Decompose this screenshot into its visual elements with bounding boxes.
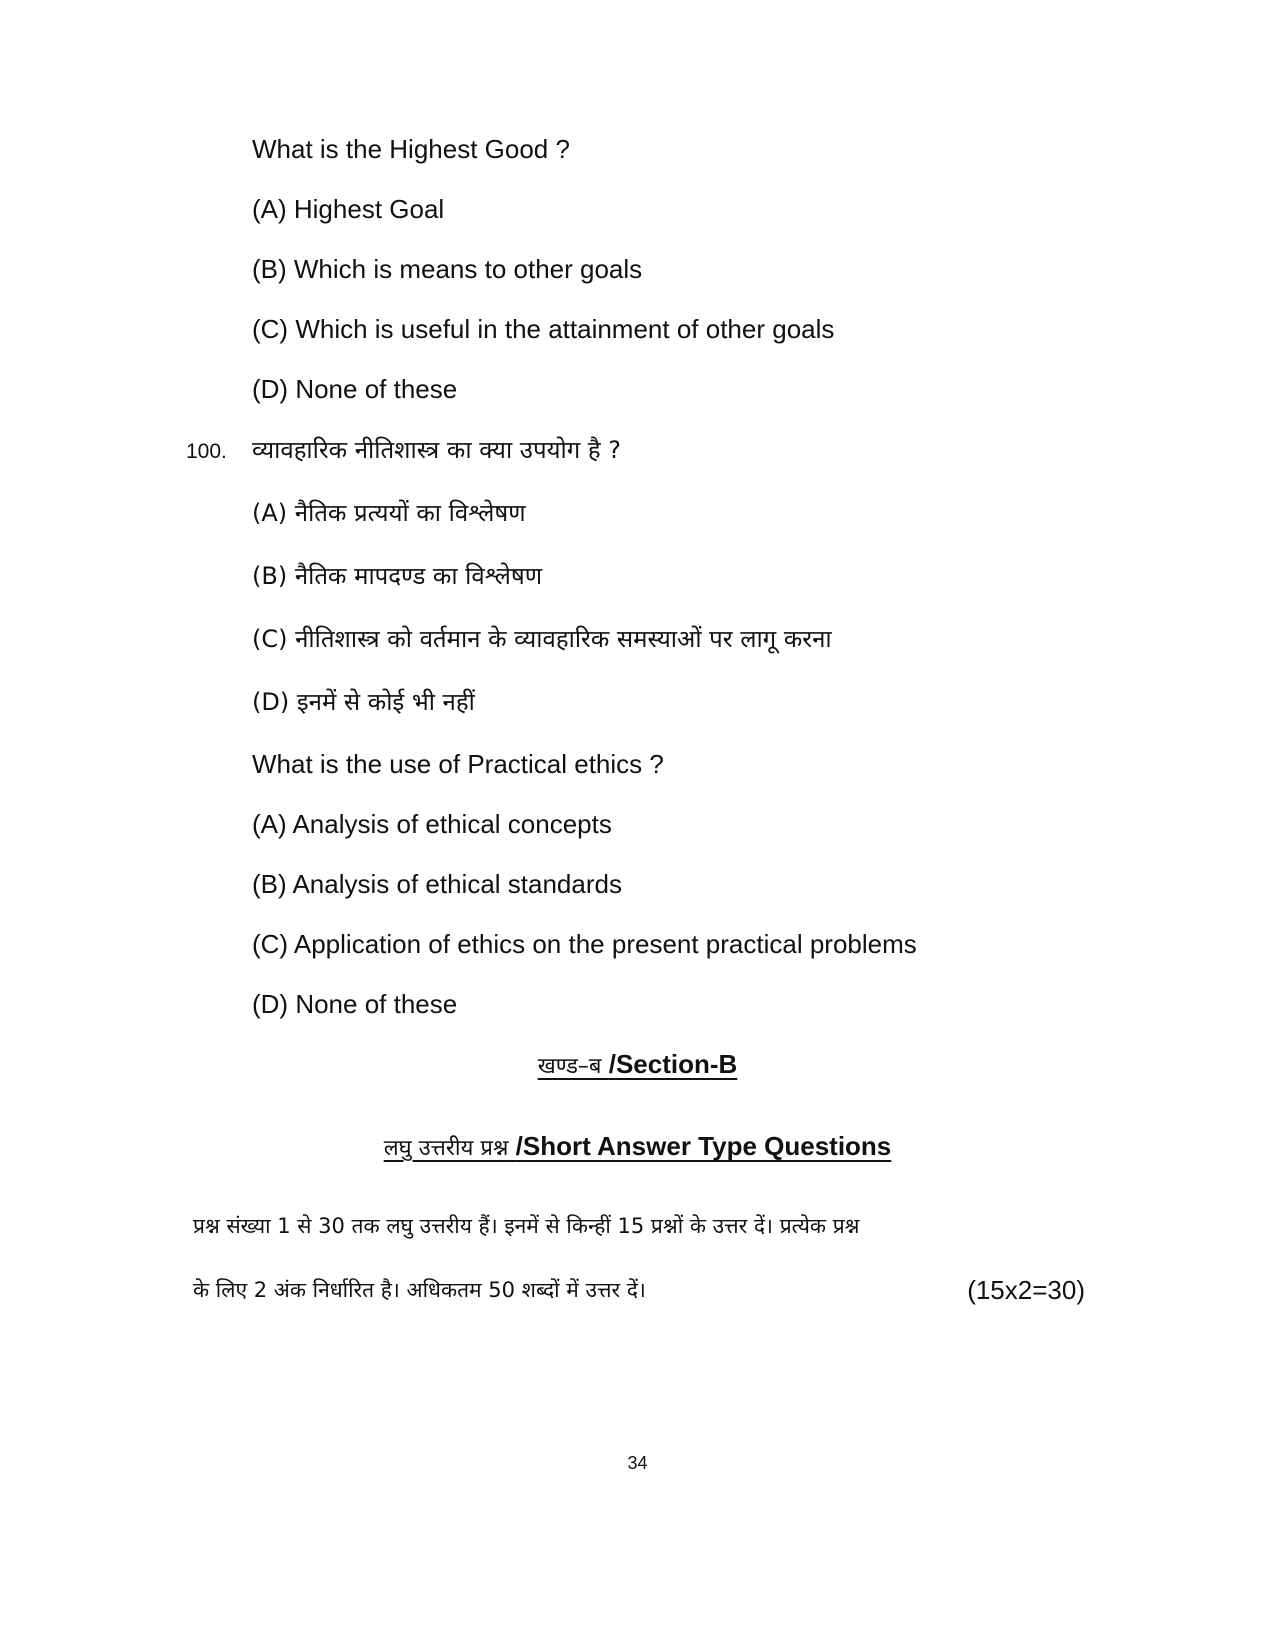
section-heading <box>0 1047 1275 1084</box>
q99-option-d: (D) None of these <box>252 374 458 404</box>
subsection-heading-english: Short Answer Type Questions <box>522 1131 892 1161</box>
q100-english-option-c: (C) Application of ethics on the present practical problems <box>252 929 917 959</box>
q100-hindi-option-d: (D) इनमें से कोई भी नहीं <box>252 688 475 716</box>
q100-english-option-b: (B) Analysis of ethical standards <box>252 869 622 899</box>
subsection-heading-hindi: लघु उत्तरीय प्रश्न <box>383 1136 509 1161</box>
instructions-line-1: प्रश्न संख्या 1 से 30 तक लघु उत्तरीय हैं। इनमें से किन्हीं 15 प्रश्नों के उत्तर दें। प्रत्येक प्रश्न <box>193 1214 860 1238</box>
instructions-line-2: के लिए 2 अंक निर्धारित है। अधिकतम 50 शब्दों में उत्तर दें। <box>193 1278 646 1302</box>
section-heading-english: Section-B <box>615 1049 738 1079</box>
subsection-heading-separator: / <box>515 1131 523 1161</box>
page-number: 34 <box>627 1453 648 1473</box>
q100-english-question: What is the use of Practical ethics ? <box>252 749 664 779</box>
q99-option-c: (C) Which is useful in the attainment of other goals <box>252 314 835 344</box>
q100-hindi-option-a: (A) नैतिक प्रत्ययों का विश्लेषण <box>252 499 526 527</box>
q100-number: 100. <box>186 440 227 463</box>
q100-hindi-option-c: (C) नीतिशास्त्र को वर्तमान के व्यावहारिक समस्याओं पर लागू करना <box>252 625 832 653</box>
q100-hindi-option-b: (B) नैतिक मापदण्ड का विश्लेषण <box>252 562 543 590</box>
q100-english-option-a: (A) Analysis of ethical concepts <box>252 809 612 839</box>
q100-hindi-question: व्यावहारिक नीतिशास्त्र का क्या उपयोग है ? <box>252 436 621 464</box>
instructions-marks: (15x2=30) <box>967 1275 1085 1305</box>
section-heading-hindi: खण्ड–ब <box>537 1054 602 1079</box>
q100-english-option-d: (D) None of these <box>252 989 458 1019</box>
section-heading-separator: / <box>608 1049 616 1079</box>
q99-english-question: What is the Highest Good ? <box>252 134 570 164</box>
q99-option-a: (A) Highest Goal <box>252 194 445 224</box>
q99-option-b: (B) Which is means to other goals <box>252 254 643 284</box>
subsection-heading <box>0 1129 1275 1166</box>
